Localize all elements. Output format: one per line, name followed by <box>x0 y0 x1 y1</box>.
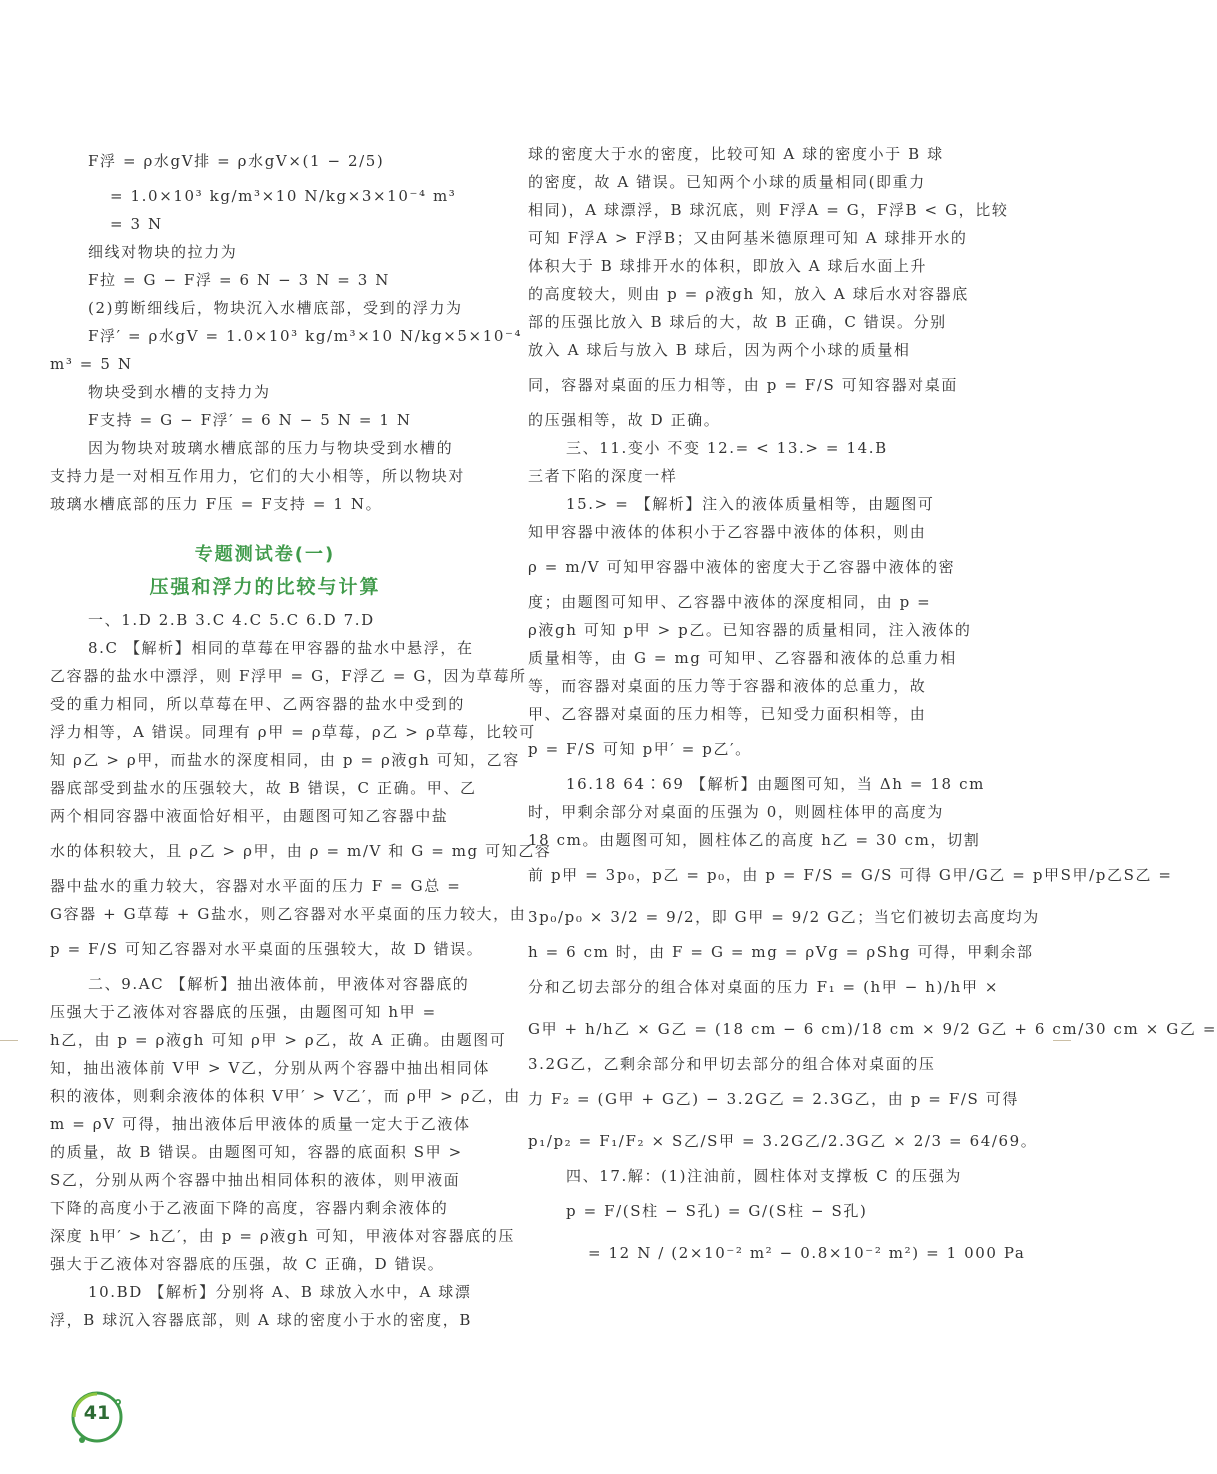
text-line: 3p₀/p₀ × 3/2 = 9/2，即 G甲 = 9/2 G乙；当它们被切去高度均为 <box>528 908 1040 926</box>
text-line: 力 F₂ = (G甲 + G乙) − 3.2G乙 = 2.3G乙，由 p = F/S 可得 <box>528 1090 1019 1108</box>
text-line: G甲 + h/h乙 × G乙 = (18 cm − 6 cm)/18 cm × 9/2 G乙 + 6 cm/30 cm × G乙 = <box>528 1020 1217 1038</box>
text-line: p = F/S 可知 p甲′ = p乙′。 <box>528 740 752 758</box>
text-line: 10.BD 【解析】分别将 A、B 球放入水中，A 球漂 <box>88 1283 472 1301</box>
text-line: F支持 = G − F浮′ = 6 N − 5 N = 1 N <box>88 411 412 429</box>
text-line: 积的液体，则剩余液体的体积 V甲′ > V乙′，而 ρ甲 > ρ乙，由 <box>50 1087 521 1105</box>
section-subtitle: 压强和浮力的比较与计算 <box>149 576 381 598</box>
text-line: 下降的高度小于乙液面下降的高度，容器内剩余液体的 <box>50 1199 449 1217</box>
text-line: 器中盐水的重力较大，容器对水平面的压力 F = G总 = <box>50 877 462 895</box>
text-line: 两个相同容器中液面恰好相平，由题图可知乙容器中盐 <box>50 807 449 825</box>
text-line: 一、1.D 2.B 3.C 4.C 5.C 6.D 7.D <box>88 611 375 629</box>
text-line: 质量相等，由 G = mg 可知甲、乙容器和液体的总重力相 <box>528 649 957 667</box>
text-line: 部的压强比放入 B 球后的大，故 B 正确，C 错误。分别 <box>528 313 947 331</box>
text-line: ρ液gh 可知 p甲 > p乙。已知容器的质量相同，注入液体的 <box>528 621 972 639</box>
text-line: m = ρV 可得，抽出液体后甲液体的质量一定大于乙液体 <box>50 1115 471 1133</box>
text-line: 放入 A 球后与放入 B 球后，因为两个小球的质量相 <box>528 341 911 359</box>
text-line: m³ = 5 N <box>50 355 133 373</box>
text-line: h = 6 cm 时，由 F = G = mg = ρVg = ρShg 可得，甲剩余部 <box>528 943 1034 961</box>
text-line: G容器 + G草莓 + G盐水，则乙容器对水平桌面的压力较大，由 <box>50 905 527 923</box>
text-line: 支持力是一对相互作用力，它们的大小相等，所以物块对 <box>50 467 466 485</box>
text-line: 16.18 64∶69 【解析】由题图可知，当 Δh = 18 cm <box>566 775 985 793</box>
text-line: 的质量，故 B 错误。由题图可知，容器的底面积 S甲 > <box>50 1143 463 1161</box>
text-line: 甲、乙容器对桌面的压力相等，已知受力面积相等，由 <box>528 705 927 723</box>
text-line: F浮′ = ρ水gV = 1.0×10³ kg/m³×10 N/kg×5×10⁻⁴ <box>88 327 523 345</box>
text-line: 知 ρ乙 > ρ甲，而盐水的深度相同，由 p = ρ液gh 可知，乙容 <box>50 751 520 769</box>
text-line: 三、11.变小 不变 12.= < 13.> = 14.B <box>566 439 888 457</box>
text-line: = 12 N / (2×10⁻² m² − 0.8×10⁻² m²) = 1 000 Pa <box>588 1244 1026 1262</box>
left-column <box>50 140 552 1334</box>
text-line: 时，甲剩余部分对桌面的压强为 0，则圆柱体甲的高度为 <box>528 803 944 821</box>
text-line: 同，容器对桌面的压力相等，由 p = F/S 可知容器对桌面 <box>528 376 958 394</box>
text-line: 知甲容器中液体的体积小于乙容器中液体的体积，则由 <box>528 523 927 541</box>
text-line: (2)剪断细线后，物块沉入水槽底部，受到的浮力为 <box>88 299 463 317</box>
text-line: p = F/S 可知乙容器对水平桌面的压强较大，故 D 错误。 <box>50 940 484 958</box>
page-number-badge <box>66 1386 128 1448</box>
margin-mark <box>1053 1040 1071 1041</box>
text-line: 度；由题图可知甲、乙容器中液体的深度相同，由 p = <box>528 593 932 611</box>
text-line: 前 p甲 = 3p₀，p乙 = p₀，由 p = F/S = G/S 可得 G甲/G乙 = p甲S甲/p乙S乙 = <box>528 866 1173 884</box>
text-line: 二、9.AC 【解析】抽出液体前，甲液体对容器底的 <box>88 975 470 993</box>
margin-mark <box>0 1040 18 1041</box>
text-line: 受的重力相同，所以草莓在甲、乙两容器的盐水中受到的 <box>50 695 466 713</box>
text-line: 等，而容器对桌面的压力等于容器和液体的总重力，故 <box>528 677 927 695</box>
page-number: 41 <box>83 1402 111 1424</box>
text-line: 相同)，A 球漂浮，B 球沉底，则 F浮A = G，F浮B < G，比较 <box>528 201 1009 219</box>
text-line: 三者下陷的深度一样 <box>528 467 678 485</box>
text-line: 器底部受到盐水的压强较大，故 B 错误，C 正确。甲、乙 <box>50 779 477 797</box>
section-title: 专题测试卷(一) <box>194 544 336 565</box>
text-line: 细线对物块的拉力为 <box>88 243 238 261</box>
text-line: 可知 F浮A > F浮B；又由阿基米德原理可知 A 球排开水的 <box>528 229 968 247</box>
text-line: 知，抽出液体前 V甲 > V乙，分别从两个容器中抽出相同体 <box>50 1059 490 1077</box>
text-line: p₁/p₂ = F₁/F₂ × S乙/S甲 = 3.2G乙/2.3G乙 × 2/3 = 64/69。 <box>528 1132 1038 1150</box>
text-line: 的密度，故 A 错误。已知两个小球的质量相同(即重力 <box>528 173 926 191</box>
text-line: 深度 h甲′ > h乙′，由 p = ρ液gh 可知，甲液体对容器底的压 <box>50 1227 515 1245</box>
right-column <box>528 140 1217 1274</box>
text-line: F拉 = G − F浮 = 6 N − 3 N = 3 N <box>88 271 391 289</box>
text-line: ρ = m/V 可知甲容器中液体的密度大于乙容器中液体的密 <box>528 558 956 576</box>
text-line: 四、17.解：(1)注油前，圆柱体对支撑板 C 的压强为 <box>566 1167 962 1185</box>
text-line: S乙，分别从两个容器中抽出相同体积的液体，则甲液面 <box>50 1171 461 1189</box>
text-line: 乙容器的盐水中漂浮，则 F浮甲 = G，F浮乙 = G，因为草莓所 <box>50 667 527 685</box>
text-line: 体积大于 B 球排开水的体积，即放入 A 球后水面上升 <box>528 257 928 275</box>
text-line: 因为物块对玻璃水槽底部的压力与物块受到水槽的 <box>88 439 454 457</box>
text-line: p = F/(S柱 − S孔) = G/(S柱 − S孔) <box>566 1202 868 1220</box>
text-line: = 3 N <box>110 215 163 233</box>
text-line: 球的密度大于水的密度，比较可知 A 球的密度小于 B 球 <box>528 145 944 163</box>
text-line: = 1.0×10³ kg/m³×10 N/kg×3×10⁻⁴ m³ <box>110 187 457 205</box>
text-line: h乙，由 p = ρ液gh 可知 ρ甲 > ρ乙，故 A 正确。由题图可 <box>50 1031 507 1049</box>
text-line: 强大于乙液体对容器底的压强，故 C 正确，D 错误。 <box>50 1255 445 1273</box>
text-line: 压强大于乙液体对容器底的压强，由题图可知 h甲 = <box>50 1003 437 1021</box>
text-line: 8.C 【解析】相同的草莓在甲容器的盐水中悬浮，在 <box>88 639 474 657</box>
text-line: 水的体积较大，且 ρ乙 > ρ甲，由 ρ = m/V 和 G = mg 可知乙容 <box>50 842 552 860</box>
text-line: 3.2G乙，乙剩余部分和甲切去部分的组合体对桌面的压 <box>528 1055 936 1073</box>
text-line: 分和乙切去部分的组合体对桌面的压力 F₁ = (h甲 − h)/h甲 × <box>528 978 1000 996</box>
text-line: F浮 = ρ水gV排 = ρ水gV×(1 − 2/5) <box>88 152 385 170</box>
text-line: 15.> = 【解析】注入的液体质量相等，由题图可 <box>566 495 935 513</box>
text-line: 浮，B 球沉入容器底部，则 A 球的密度小于水的密度，B <box>50 1311 472 1329</box>
text-line: 浮力相等，A 错误。同理有 ρ甲 = ρ草莓，ρ乙 > ρ草莓，比较可 <box>50 723 536 741</box>
text-line: 玻璃水槽底部的压力 F压 = F支持 = 1 N。 <box>50 495 383 513</box>
text-line: 18 cm。由题图可知，圆柱体乙的高度 h乙 = 30 cm，切割 <box>528 831 981 849</box>
text-line: 的高度较大，则由 p = ρ液gh 知，放入 A 球后水对容器底 <box>528 285 969 303</box>
text-line: 物块受到水槽的支持力为 <box>88 383 271 401</box>
text-line: 的压强相等，故 D 正确。 <box>528 411 721 429</box>
